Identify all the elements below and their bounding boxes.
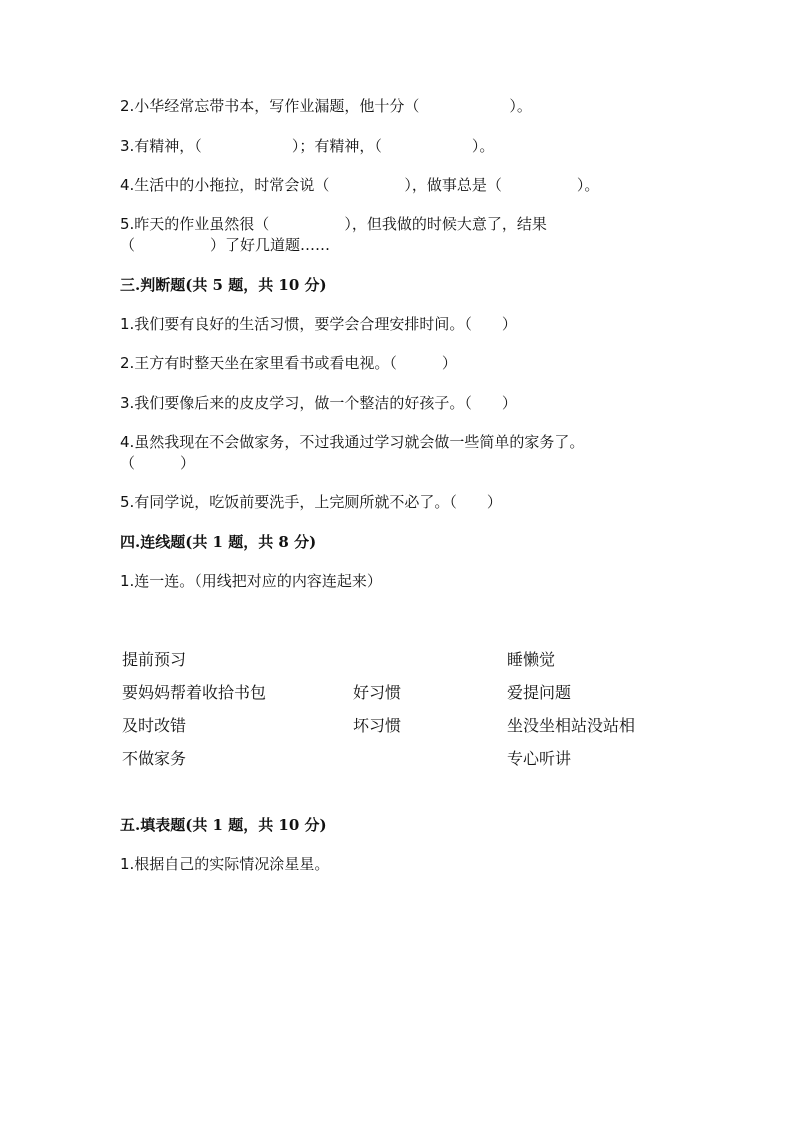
fill-blank-q5-line2: （ ）了好几道题……	[120, 236, 331, 254]
judge-q5: 5.有同学说，吃饭前要洗手，上完厕所就不必了。（ ）	[120, 493, 502, 511]
matching-left-item: 要妈妈帮着收拾书包	[122, 683, 267, 702]
judge-q3: 3.我们要像后来的皮皮学习，做一个整洁的好孩子。（ ）	[120, 394, 517, 412]
fill-blank-q3: 3.有精神，（ ）；有精神，（ ）。	[120, 137, 495, 155]
fill-blank-q2: 2.小华经常忘带书本，写作业漏题，他十分（ ）。	[120, 97, 532, 115]
matching-left-item: 不做家务	[122, 749, 187, 768]
section-5-heading: 五.填表题(共 1 题，共 10 分)	[120, 816, 327, 834]
section-4-heading: 四.连线题(共 1 题，共 8 分)	[120, 533, 317, 551]
judge-q2: 2.王方有时整天坐在家里看书或看电视。（ ）	[120, 354, 457, 372]
table-q1: 1.根据自己的实际情况涂星星。	[120, 855, 330, 873]
judge-q1: 1.我们要有良好的生活习惯，要学会合理安排时间。（ ）	[120, 315, 517, 333]
matching-left-item: 及时改错	[122, 716, 187, 735]
matching-q1: 1.连一连。（用线把对应的内容连起来）	[120, 572, 382, 590]
matching-right-item: 爱提问题	[507, 683, 572, 702]
matching-right-item: 坐没坐相站没站相	[507, 716, 636, 735]
matching-middle-item: 坏习惯	[353, 716, 402, 735]
judge-q4-line1: 4.虽然我现在不会做家务，不过我通过学习就会做一些简单的家务了。	[120, 433, 585, 451]
matching-right-item: 睡懒觉	[507, 650, 556, 669]
matching-middle-item: 好习惯	[353, 683, 402, 702]
matching-right-item: 专心听讲	[507, 749, 572, 768]
fill-blank-q5-line1: 5.昨天的作业虽然很（ ），但我做的时候大意了，结果	[120, 215, 547, 233]
judge-q4-line2: （ ）	[120, 454, 196, 472]
fill-blank-q4: 4.生活中的小拖拉，时常会说（ ），做事总是（ ）。	[120, 176, 600, 194]
matching-left-item: 提前预习	[122, 650, 187, 669]
section-3-heading: 三.判断题(共 5 题，共 10 分)	[120, 276, 327, 294]
